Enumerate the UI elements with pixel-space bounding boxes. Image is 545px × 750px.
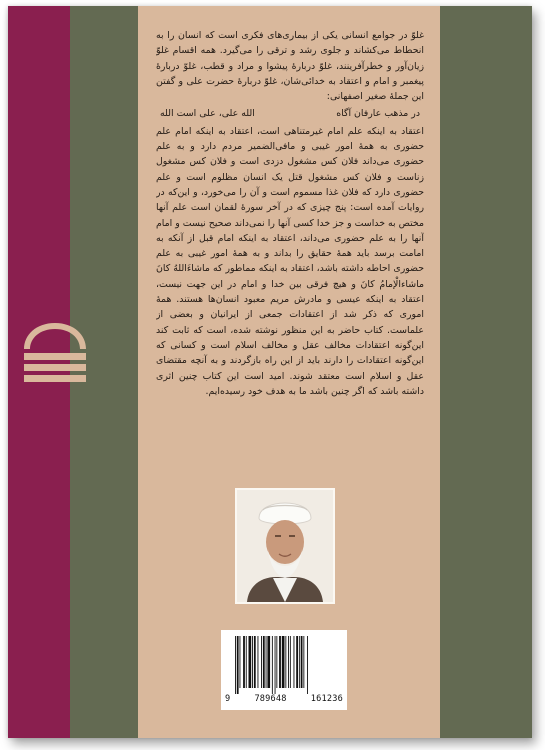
author-portrait bbox=[235, 488, 335, 604]
barcode-bar bbox=[237, 636, 239, 694]
barcode-right-group: 161236 bbox=[310, 694, 343, 704]
barcode-bar bbox=[303, 636, 304, 688]
barcode-bar bbox=[272, 636, 273, 694]
barcode-bar bbox=[240, 636, 241, 688]
barcode-bar bbox=[282, 636, 285, 688]
barcode-bar bbox=[243, 636, 245, 688]
barcode-bar bbox=[285, 636, 286, 688]
isbn-barcode bbox=[221, 630, 347, 710]
intro-paragraph: غلوّ در جوامع انسانی یکی از بیماری‌های فکری است که انسان را به انحطاط می‌کشاند و جلوی رشد و ترقی را می‌گیرد. همه اقسام غلوّ زیان‌آور و خطرآفرینند، غلوّ دربارهٔ پیشوا و مراد و قطب، غلوّ دربارهٔ پیغمبر و امام و اعتقاد به خدائی‌شان، غلوّ دربارهٔ حضرت علی و گفتن این جملهٔ صغیر اصفهانی: bbox=[156, 30, 424, 103]
barcode-bar bbox=[279, 636, 281, 688]
barcode-bar bbox=[290, 636, 291, 688]
barcode-bar bbox=[261, 636, 262, 688]
barcode-bar bbox=[288, 636, 289, 688]
body-paragraph: اعتقاد به اینکه علم امام غیرمتناهی است، اعتقاد به اینکه امام علم حضوری به همهٔ امور غیبی و مافی‌الضمیر مردم دارد و به علم حضوری می‌داند فلان کس مشغول دزدی است و فلان کس مشغول زناست و فلان کس مشغول قتل یک انسان مظلوم است و علم حضوری دارد که فلان غذا مسموم است و آن را می‌خورد، و این‌که در روایات آمده است: پنج چیزی که در آخر سورهٔ لقمان است علم آنها مختص به خداست و جز خدا کسی آنها را نمی‌داند صحیح نیست و امام آنها را به علم حضوری می‌داند، اعتقاد به اینکه امام قبل از آنکه به امامت برسد باید همهٔ حقایق را بداند و به همهٔ امور غیبی به علم حضوری احاطه داشته باشد، اعتقاد به اینکه مماطور که ماشاءَاللهُ کانَ ماشاءالْإمامُ کانَ و هیچ فرقی بین خدا و امام در این جهت نیست، اعتقاد به اینکه عیسی و مادرش مریم معبود انسان‌ها هستند. همهٔ اموری که ذکر شد از اعتقادات جمعی از ایرانیان و بعضی از علماست. کتاب حاضر به این منظور نوشته شده، است که ثابت کند این‌گونه اعتقادات مخالف عقل و مخالف اسلام است و کسانی که این‌گونه اعتقادات را دارند باید از این راه بازگردند و به آنچه مقتضای عقل و اسلام است معتقد شوند. امید است این کتاب چنین اثری داشته باشد که اگر چنین باشد ما به هدف خود رسیده‌ایم. bbox=[156, 125, 424, 397]
barcode-bar bbox=[249, 636, 252, 688]
back-cover-text bbox=[156, 28, 424, 490]
barcode-bar bbox=[246, 636, 247, 688]
barcode-bar bbox=[267, 636, 270, 688]
right-olive-panel bbox=[440, 6, 532, 738]
barcode-bar bbox=[266, 636, 267, 688]
book-back-cover bbox=[8, 6, 532, 738]
barcode-bar bbox=[307, 636, 308, 694]
barcode-digits bbox=[225, 694, 343, 706]
barcode-bar bbox=[275, 636, 276, 694]
barcode-bar bbox=[301, 636, 303, 688]
barcode-bar bbox=[258, 636, 259, 688]
barcode-bar bbox=[235, 636, 236, 694]
barcode-bar bbox=[276, 636, 277, 688]
barcode-left-group: 789648 bbox=[254, 694, 287, 704]
poem-line bbox=[156, 106, 424, 121]
barcode-bar bbox=[263, 636, 265, 688]
poem-hemistich-right: در مذهب عارفان آگاه bbox=[336, 108, 420, 120]
barcode-bar bbox=[254, 636, 256, 688]
barcode-first-digit: 9 bbox=[225, 694, 231, 704]
poem-hemistich-left: الله علی، علی است الله bbox=[160, 108, 255, 120]
barcode-bar bbox=[296, 636, 298, 688]
barcode-bar bbox=[299, 636, 300, 688]
barcode-bar bbox=[294, 636, 295, 688]
publisher-logo-icon bbox=[20, 319, 90, 391]
barcode-bars bbox=[235, 636, 335, 694]
barcode-bar bbox=[252, 636, 253, 688]
